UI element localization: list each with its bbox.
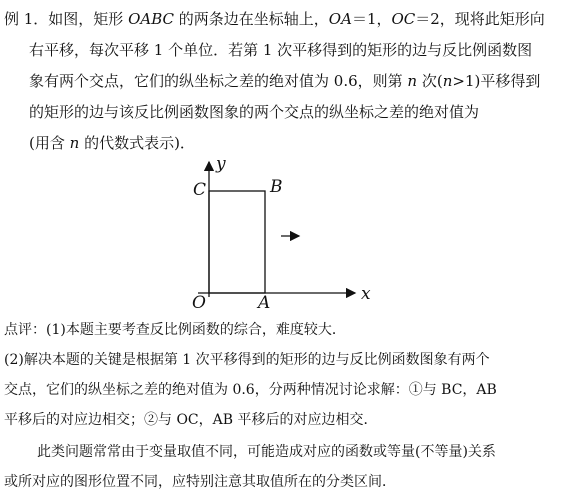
problem-text: ＝2，现将此矩形向 [415, 10, 545, 28]
label-b: B [270, 177, 283, 197]
problem-text: (用含 [29, 134, 70, 152]
math-n: n [69, 134, 80, 152]
math-oc: OC [391, 10, 416, 28]
comment-line-4: 平移后的对应边相交；②与 OC，AB 平移后的对应边相交． [4, 412, 378, 428]
problem-line-5 [29, 133, 195, 153]
label-a: A [258, 293, 271, 310]
problem-line-4: 的矩形的边与该反比例函数图象的两个交点的纵坐标之差的绝对值为 [29, 103, 480, 121]
problem-text: 的两条边在坐标轴上， [174, 10, 329, 28]
math-oa: OA [328, 10, 352, 28]
rectangle-oabc [209, 191, 265, 293]
problem-line-1 [4, 9, 545, 29]
math-oabc: OABC [128, 10, 175, 28]
comment-line-2: (2)解决本题的关键是根据第 1 次平移得到的矩形的边与反比例函数图象有两个 [4, 352, 490, 368]
label-o: O [192, 293, 206, 310]
problem-text: ＝1， [351, 10, 392, 28]
problem-text: 象有两个交点，它们的纵坐标之差的绝对值为 0.6，则第 [29, 72, 408, 90]
comment-line-3: 交点，它们的纵坐标之差的绝对值为 0.6，分两种情况讨论求解：①与 BC，AB [4, 382, 497, 398]
problem-text: >1)平移得到 [452, 72, 541, 90]
label-x: x [361, 284, 371, 304]
math-n: n [442, 72, 453, 90]
comment-line-6: 或所对应的图形位置不同，应特别注意其取值所在的分类区间． [4, 474, 396, 490]
math-n: n [407, 72, 418, 90]
coordinate-figure [180, 150, 380, 310]
label-y: y [216, 154, 226, 174]
problem-line-2: 右平移，每次平移 1 个单位．若第 1 次平移得到的矩形的边与反比例函数图 [29, 41, 533, 59]
label-c: C [193, 180, 207, 200]
problem-text: 次( [417, 72, 443, 90]
problem-text: 的代数式表示)． [79, 134, 195, 152]
comment-line-5: 此类问题常常由于变量取值不同，可能造成对应的函数或等量(不等量)关系 [37, 444, 496, 460]
comment-line-1: 点评：(1)本题主要考查反比例函数的综合，难度较大． [4, 322, 346, 338]
problem-text: 例 1．如图，矩形 [4, 10, 129, 28]
problem-line-3 [29, 71, 540, 91]
